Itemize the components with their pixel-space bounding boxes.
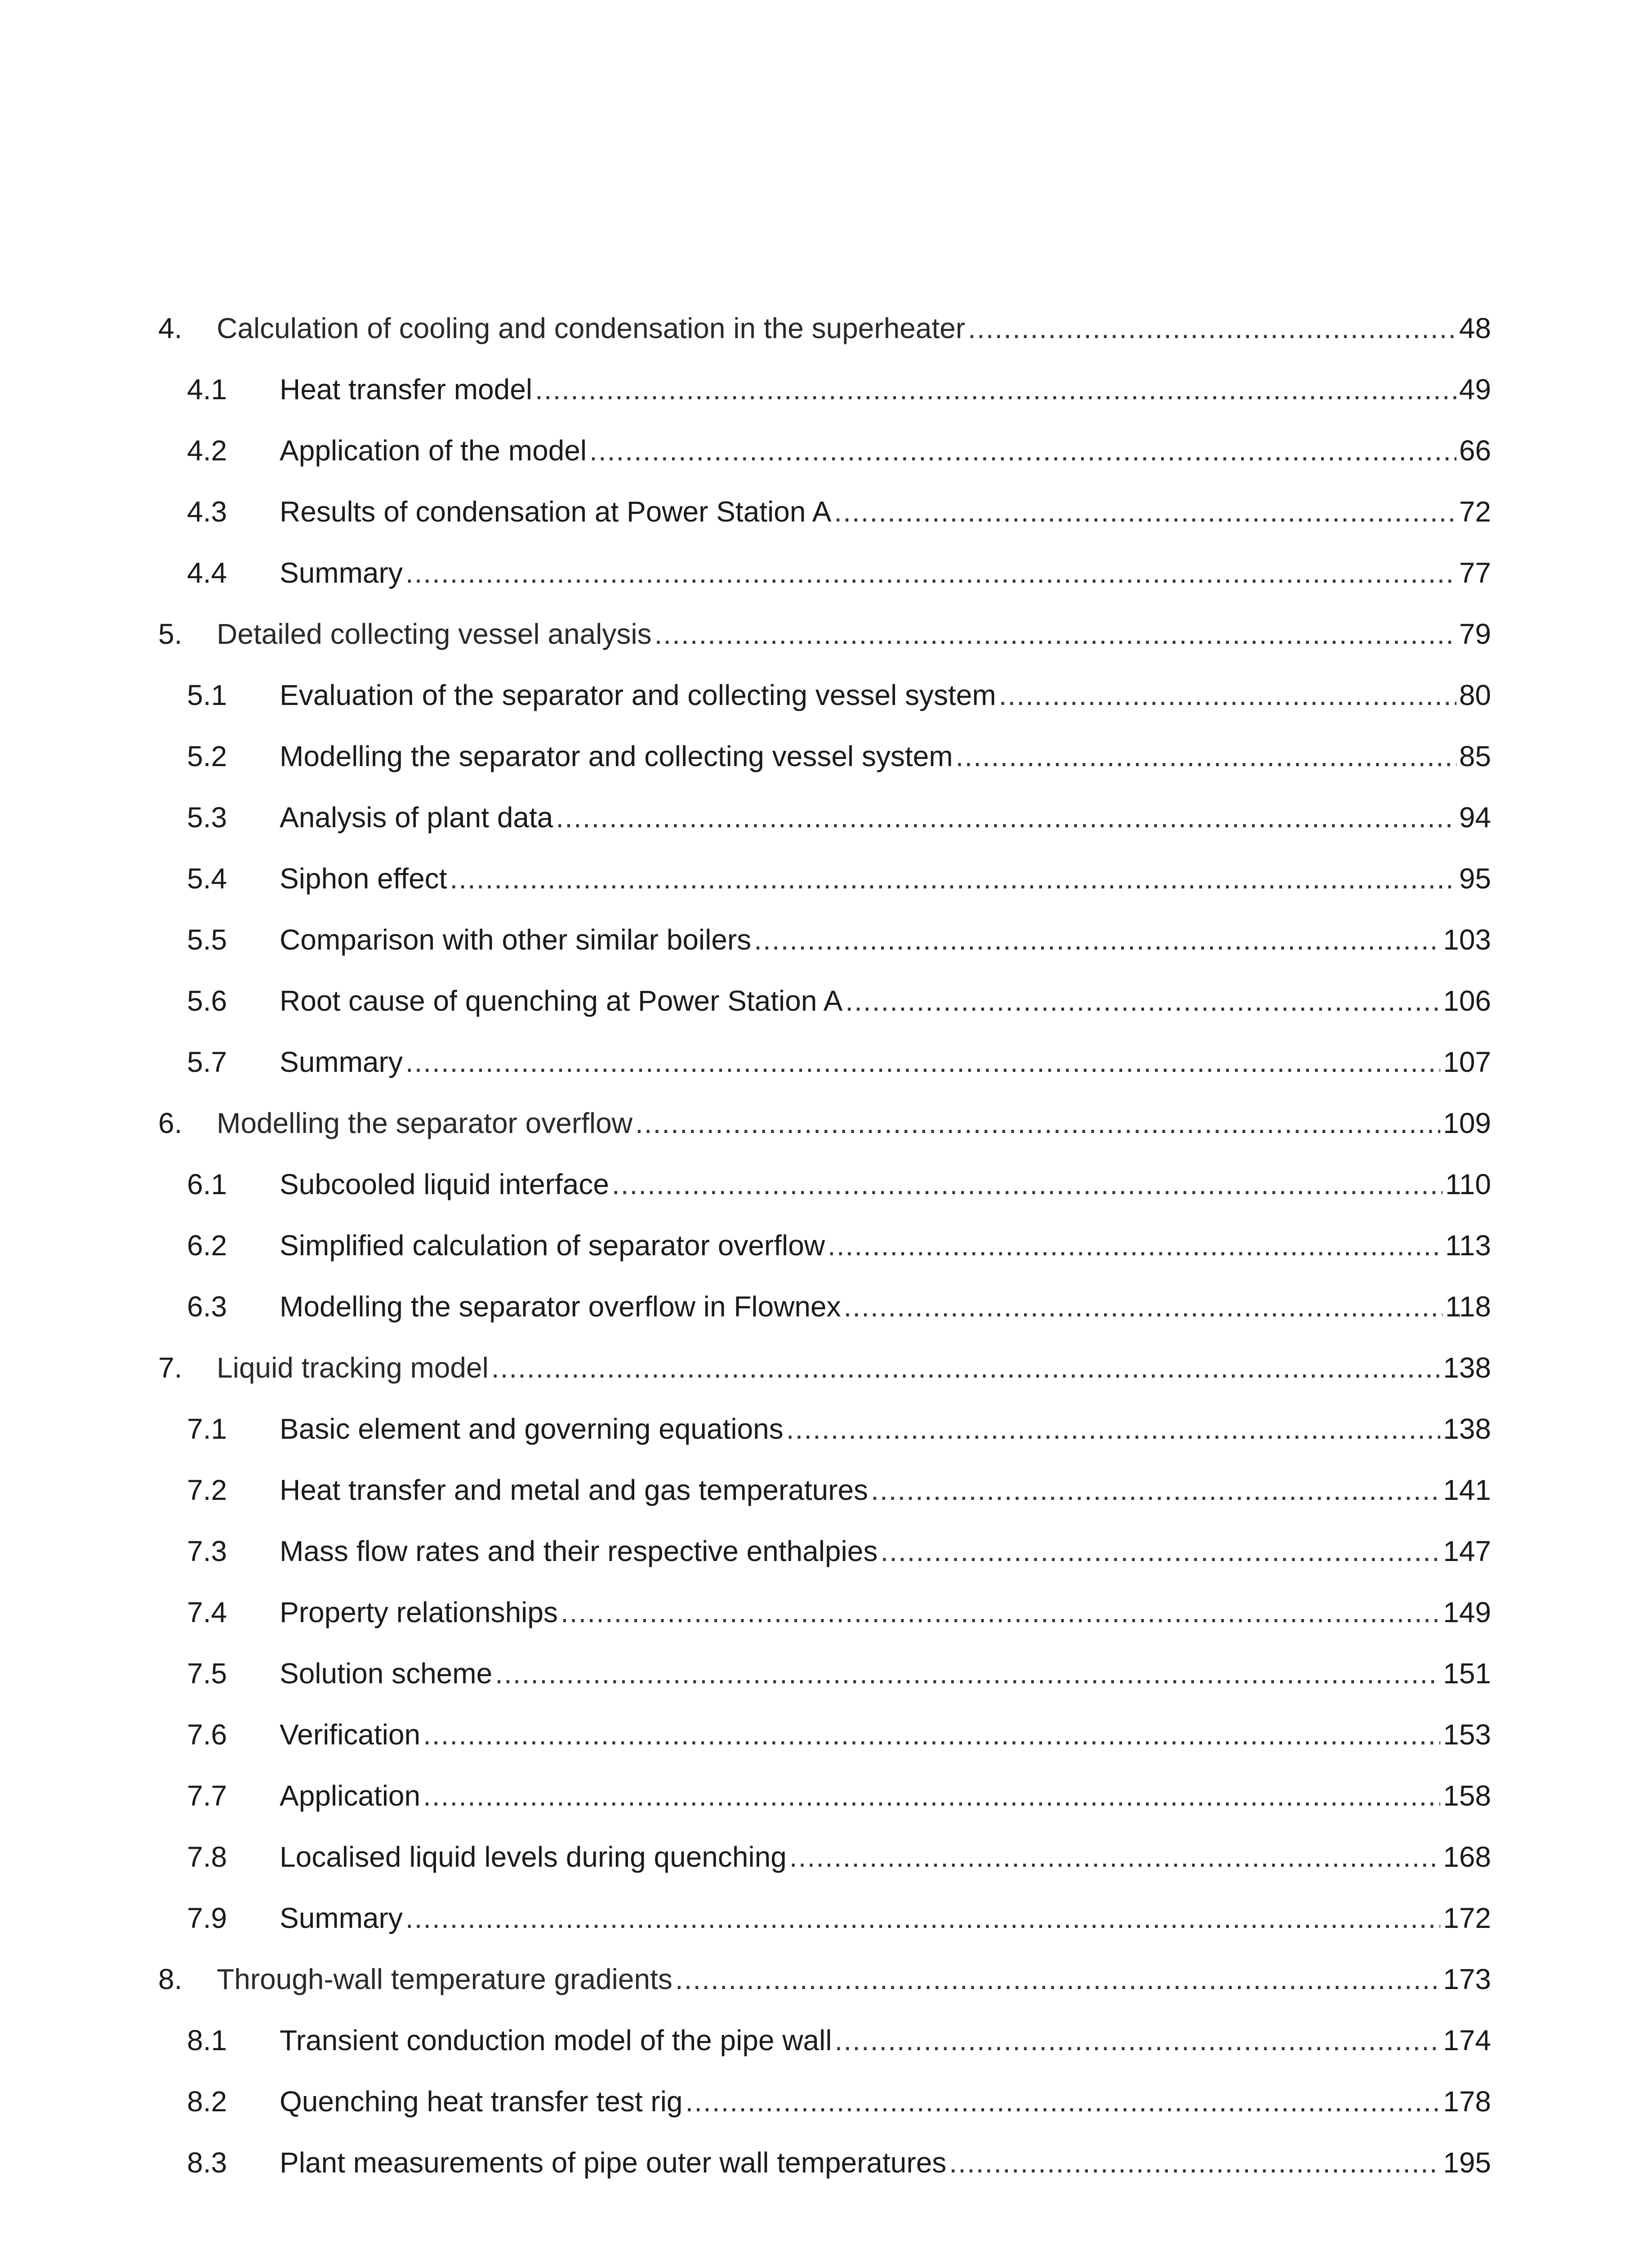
toc-chapter-entry[interactable]: [158, 603, 1491, 665]
toc-entry-body: [280, 923, 1491, 956]
toc-entry-title: Property relationships: [280, 1596, 558, 1628]
dot-leader: [880, 1534, 1440, 1568]
toc-entry-number: 6.1: [187, 1168, 227, 1200]
toc-entry-page-number: 109: [1443, 1107, 1491, 1139]
toc-entry-number: 8.2: [187, 2085, 227, 2118]
dot-leader: [754, 923, 1440, 956]
toc-entry-page-number: 94: [1459, 801, 1491, 834]
toc-section-entry[interactable]: [158, 1276, 1491, 1337]
toc-entry-title: Detailed collecting vessel analysis: [217, 618, 652, 650]
toc-entry-title: Heat transfer and metal and gas temperatures: [280, 1474, 868, 1506]
toc-entry-body: [280, 434, 1491, 467]
toc-entry-body: [280, 556, 1491, 589]
dot-leader: [612, 1168, 1443, 1201]
toc-entry-title: Summary: [280, 1046, 403, 1078]
toc-entry-number: 4.4: [187, 557, 227, 589]
toc-entry-number: 8.3: [187, 2146, 227, 2179]
toc-entry-number: 7.5: [187, 1657, 227, 1690]
toc-entry-title: Root cause of quenching at Power Station A: [280, 985, 843, 1017]
dot-leader: [786, 1412, 1440, 1445]
toc-entry-page-number: 113: [1445, 1229, 1491, 1262]
dot-leader: [405, 1045, 1440, 1079]
toc-entry-page-number: 195: [1443, 2146, 1491, 2179]
toc-entry-title: Heat transfer model: [280, 373, 533, 406]
toc-entry-body: [280, 740, 1491, 773]
dot-leader: [589, 434, 1456, 467]
toc-entry-page-number: 85: [1459, 740, 1491, 772]
toc-entry-page-number: 48: [1459, 312, 1491, 344]
dot-leader: [789, 1840, 1440, 1873]
toc-entry-number: 7.3: [187, 1535, 227, 1567]
toc-entry-body: [217, 312, 1491, 345]
toc-entry-body: [280, 373, 1491, 406]
toc-entry-page-number: 151: [1443, 1657, 1491, 1690]
toc-entry-number: 5.: [158, 618, 183, 650]
toc-entry-body: [280, 1045, 1491, 1079]
toc-section-entry[interactable]: [158, 2071, 1491, 2132]
toc-entry-body: [280, 2024, 1491, 2057]
dot-leader: [556, 801, 1456, 834]
toc-section-entry[interactable]: [158, 1826, 1491, 1887]
toc-entry-number: 8.: [158, 1963, 183, 1995]
dot-leader: [495, 1657, 1440, 1690]
dot-leader: [405, 556, 1456, 589]
toc-entry-title: Solution scheme: [280, 1657, 493, 1690]
toc-entry-page-number: 95: [1459, 862, 1491, 895]
toc-entry-page-number: 172: [1443, 1902, 1491, 1934]
toc-entry-number: 5.4: [187, 862, 227, 895]
toc-entry-number: 7.1: [187, 1413, 227, 1445]
toc-section-entry[interactable]: [158, 848, 1491, 909]
toc-entry-number: 6.: [158, 1107, 183, 1139]
toc-entry-title: Through-wall temperature gradients: [217, 1963, 672, 1995]
toc-section-entry[interactable]: [158, 1154, 1491, 1215]
toc-section-entry[interactable]: [158, 1582, 1491, 1643]
dot-leader: [999, 678, 1456, 712]
toc-entry-page-number: 149: [1443, 1596, 1491, 1628]
toc-entry-title: Simplified calculation of separator overflow: [280, 1229, 825, 1262]
toc-entry-page-number: 138: [1443, 1351, 1491, 1384]
toc-entry-number: 8.1: [187, 2024, 227, 2056]
toc-section-entry[interactable]: [158, 1704, 1491, 1765]
toc-entry-body: [280, 495, 1491, 528]
dot-leader: [834, 495, 1456, 528]
toc-entry-title: Basic element and governing equations: [280, 1413, 784, 1445]
toc-entry-page-number: 103: [1443, 923, 1491, 956]
toc-entry-number: 5.7: [187, 1046, 227, 1078]
toc-entry-page-number: 173: [1443, 1963, 1491, 1995]
toc-entry-page-number: 80: [1459, 679, 1491, 711]
toc-section-entry[interactable]: [158, 1215, 1491, 1276]
toc-entry-body: [280, 801, 1491, 834]
toc-entry-number: 5.1: [187, 679, 227, 711]
dot-leader: [828, 1229, 1443, 1262]
dot-leader: [871, 1473, 1440, 1507]
toc-section-entry[interactable]: [158, 665, 1491, 726]
toc-entry-page-number: 174: [1443, 2024, 1491, 2056]
toc-entry-number: 5.5: [187, 923, 227, 956]
toc-entry-body: [217, 1106, 1491, 1140]
toc-entry-page-number: 66: [1459, 434, 1491, 467]
toc-entry-body: [280, 862, 1491, 895]
toc-section-entry[interactable]: [158, 787, 1491, 848]
toc-entry-number: 7.4: [187, 1596, 227, 1628]
toc-entry-body: [217, 1963, 1491, 1996]
toc-entry-page-number: 72: [1459, 495, 1491, 528]
toc-entry-body: [280, 1473, 1491, 1507]
toc-section-entry[interactable]: [158, 909, 1491, 970]
dot-leader: [675, 1963, 1440, 1996]
toc-entry-title: Analysis of plant data: [280, 801, 553, 834]
toc-entry-page-number: 118: [1445, 1290, 1491, 1323]
toc-entry-body: [280, 984, 1491, 1017]
toc-entry-number: 4.1: [187, 373, 227, 406]
toc-section-entry[interactable]: [158, 1459, 1491, 1521]
toc-entry-body: [280, 1901, 1491, 1935]
toc-entry-page-number: 110: [1445, 1168, 1491, 1200]
toc-entry-title: Comparison with other similar boilers: [280, 923, 752, 956]
toc-entry-title: Subcooled liquid interface: [280, 1168, 609, 1200]
toc-entry-number: 7.2: [187, 1474, 227, 1506]
toc-chapter-entry[interactable]: [158, 1337, 1491, 1398]
dot-leader: [949, 2146, 1440, 2179]
toc-entry-page-number: 49: [1459, 373, 1491, 406]
toc-section-entry[interactable]: [158, 1643, 1491, 1704]
toc-entry-page-number: 153: [1443, 1718, 1491, 1751]
dot-leader: [845, 984, 1440, 1017]
toc-entry-page-number: 178: [1443, 2085, 1491, 2118]
toc-section-entry[interactable]: [158, 1398, 1491, 1459]
toc-entry-title: Localised liquid levels during quenching: [280, 1841, 787, 1873]
toc-section-entry[interactable]: [158, 2132, 1491, 2193]
toc-entry-body: [280, 1657, 1491, 1690]
toc-entry-number: 7.8: [187, 1841, 227, 1873]
toc-entry-number: 5.2: [187, 740, 227, 772]
dot-leader: [686, 2085, 1441, 2118]
toc-entry-body: [280, 1290, 1491, 1323]
toc-entry-page-number: 107: [1443, 1046, 1491, 1078]
toc-entry-page-number: 138: [1443, 1413, 1491, 1445]
toc-entry-body: [217, 1351, 1491, 1384]
toc-entry-body: [280, 1718, 1491, 1751]
toc-section-entry[interactable]: [158, 420, 1491, 481]
toc-entry-body: [280, 2146, 1491, 2179]
toc-entry-page-number: 79: [1459, 618, 1491, 650]
toc-entry-body: [280, 1840, 1491, 1873]
toc-entry-number: 4.: [158, 312, 183, 344]
toc-entry-title: Application of the model: [280, 434, 587, 467]
toc-entry-number: 6.3: [187, 1290, 227, 1323]
toc-entry-number: 4.3: [187, 495, 227, 528]
table-of-contents: [158, 298, 1491, 2193]
toc-section-entry[interactable]: [158, 2010, 1491, 2071]
dot-leader: [635, 1106, 1440, 1140]
toc-entry-title: Mass flow rates and their respective enthalpies: [280, 1535, 878, 1567]
toc-section-entry[interactable]: [158, 1887, 1491, 1949]
toc-entry-page-number: 77: [1459, 557, 1491, 589]
toc-entry-body: [280, 678, 1491, 712]
toc-chapter-entry[interactable]: [158, 1093, 1491, 1154]
toc-entry-page-number: 158: [1443, 1780, 1491, 1812]
toc-section-entry[interactable]: [158, 1031, 1491, 1093]
toc-entry-title: Verification: [280, 1718, 421, 1751]
toc-entry-number: 7.6: [187, 1718, 227, 1751]
toc-section-entry[interactable]: [158, 1765, 1491, 1826]
toc-entry-number: 7.9: [187, 1902, 227, 1934]
dot-leader: [423, 1779, 1440, 1812]
toc-entry-number: 5.6: [187, 985, 227, 1017]
toc-entry-page-number: 141: [1443, 1474, 1491, 1506]
dot-leader: [968, 312, 1456, 345]
toc-chapter-entry[interactable]: [158, 1949, 1491, 2010]
toc-entry-title: Summary: [280, 557, 403, 589]
toc-entry-title: Liquid tracking model: [217, 1351, 489, 1384]
toc-entry-number: 5.3: [187, 801, 227, 834]
toc-entry-page-number: 168: [1443, 1841, 1491, 1873]
toc-section-entry[interactable]: [158, 970, 1491, 1031]
dot-leader: [956, 740, 1456, 773]
dot-leader: [655, 617, 1456, 651]
toc-entry-body: [280, 1229, 1491, 1262]
toc-entry-number: 7.: [158, 1351, 183, 1384]
toc-entry-title: Siphon effect: [280, 862, 447, 895]
toc-section-entry[interactable]: [158, 1521, 1491, 1582]
toc-entry-title: Results of condensation at Power Station A: [280, 495, 832, 528]
toc-entry-body: [280, 1168, 1491, 1201]
dot-leader: [561, 1596, 1440, 1629]
toc-section-entry[interactable]: [158, 359, 1491, 420]
toc-entry-number: 4.2: [187, 434, 227, 467]
toc-chapter-entry[interactable]: [158, 298, 1491, 359]
toc-entry-body: [280, 1534, 1491, 1568]
toc-entry-title: Transient conduction model of the pipe wall: [280, 2024, 832, 2056]
toc-entry-number: 6.2: [187, 1229, 227, 1262]
toc-entry-body: [280, 2085, 1491, 2118]
toc-entry-title: Modelling the separator overflow: [217, 1107, 632, 1139]
toc-entry-page-number: 106: [1443, 985, 1491, 1017]
toc-entry-title: Plant measurements of pipe outer wall temperatures: [280, 2146, 947, 2179]
toc-entry-title: Modelling the separator and collecting vessel system: [280, 740, 953, 772]
toc-entry-body: [280, 1779, 1491, 1812]
toc-entry-title: Quenching heat transfer test rig: [280, 2085, 683, 2118]
dot-leader: [405, 1901, 1440, 1935]
toc-entry-number: 7.7: [187, 1780, 227, 1812]
dot-leader: [423, 1718, 1440, 1751]
dot-leader: [535, 373, 1456, 406]
dot-leader: [835, 2024, 1441, 2057]
toc-section-entry[interactable]: [158, 481, 1491, 542]
toc-entry-body: [217, 617, 1491, 651]
toc-entry-title: Summary: [280, 1902, 403, 1934]
toc-entry-page-number: 147: [1443, 1535, 1491, 1567]
toc-section-entry[interactable]: [158, 726, 1491, 787]
dot-leader: [450, 862, 1456, 895]
toc-entry-title: Application: [280, 1780, 421, 1812]
toc-section-entry[interactable]: [158, 542, 1491, 603]
toc-entry-body: [280, 1412, 1491, 1445]
dot-leader: [491, 1351, 1440, 1384]
toc-entry-title: Evaluation of the separator and collecting vessel system: [280, 679, 996, 711]
toc-entry-body: [280, 1596, 1491, 1629]
dot-leader: [844, 1290, 1443, 1323]
toc-entry-title: Calculation of cooling and condensation in the superheater: [217, 312, 966, 344]
toc-entry-title: Modelling the separator overflow in Flownex: [280, 1290, 841, 1323]
